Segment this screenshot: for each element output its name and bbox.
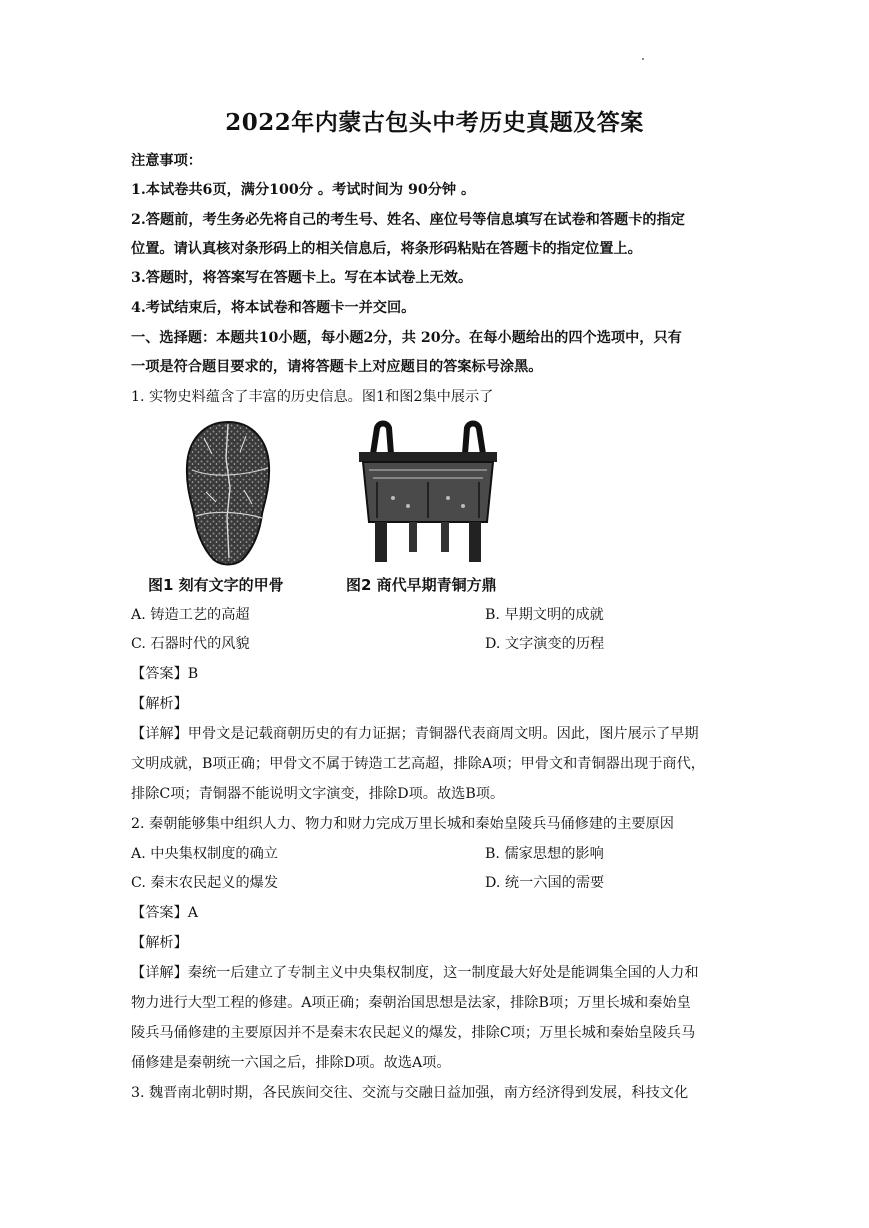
fig2-caption: 图2 商代早期青铜方鼎	[346, 576, 497, 594]
q2-option-a: A. 中央集权制度的确立	[131, 846, 278, 862]
q2-stem: 2. 秦朝能够集中组织人力、物力和财力完成万里长城和秦始皇陵兵马俑修建的主要原因	[131, 816, 674, 832]
bronze-ding-image	[353, 418, 503, 566]
q1-answer: 【答案】B	[131, 666, 199, 682]
q1-analysis-label: 【解析】	[131, 696, 188, 712]
section1-heading-cont: 一项是符合题目要求的，请将答题卡上对应题目的答案标号涂黑。	[131, 359, 543, 375]
q1-detail-3: 排除C项；青铜器不能说明文字演变，排除D项。故选B项。	[131, 786, 505, 802]
section1-heading: 一、选择题：本题共10小题，每小题2分，共 20分。在每小题给出的四个选项中，只有	[131, 330, 682, 346]
page-title: 2022年内蒙古包头中考历史真题及答案	[225, 109, 644, 136]
q1-option-c: C. 石器时代的风貌	[131, 636, 250, 652]
notice-heading: 注意事项：	[131, 153, 202, 169]
q1-option-d: D. 文字演变的历程	[485, 636, 605, 652]
page-dot	[642, 58, 644, 60]
q1-option-a: A. 铸造工艺的高超	[131, 607, 250, 623]
notice-item-4: 4.考试结束后，将本试卷和答题卡一并交回。	[131, 300, 416, 316]
q2-option-d: D. 统一六国的需要	[485, 875, 605, 891]
notice-item-3: 3.答题时，将答案写在答题卡上。写在本试卷上无效。	[131, 270, 473, 286]
q2-detail-3: 陵兵马俑修建的主要原因并不是秦末农民起义的爆发，排除C项；万里长城和秦始皇陵兵马	[131, 1025, 696, 1041]
q2-option-b: B. 儒家思想的影响	[485, 846, 604, 862]
q2-analysis-label: 【解析】	[131, 935, 188, 951]
q2-detail-1: 【详解】秦统一后建立了专制主义中央集权制度，这一制度最大好处是能调集全国的人力和	[131, 965, 699, 981]
q1-option-b: B. 早期文明的成就	[485, 607, 604, 623]
q2-option-c: C. 秦末农民起义的爆发	[131, 875, 279, 891]
q1-stem: 1. 实物史料蕴含了丰富的历史信息。图1和图2集中展示了	[131, 389, 494, 405]
q3-stem: 3. 魏晋南北朝时期，各民族间交往、交流与交融日益加强，南方经济得到发展，科技文化	[131, 1085, 689, 1101]
notice-item-2: 2.答题前，考生务必先将自己的考生号、姓名、座位号等信息填写在试卷和答题卡的指定	[131, 212, 685, 228]
q1-detail-2: 文明成就，B项正确；甲骨文不属于铸造工艺高超，排除A项；甲骨文和青铜器出现于商代，	[131, 756, 705, 772]
fig1-caption: 图1 刻有文字的甲骨	[148, 576, 284, 594]
q2-detail-2: 物力进行大型工程的修建。A项正确；秦朝治国思想是法家，排除B项；万里长城和秦始皇	[131, 995, 691, 1011]
notice-item-1: 1.本试卷共6页，满分100分 。考试时间为 90分钟 。	[131, 182, 476, 198]
q2-detail-4: 俑修建是秦朝统一六国之后，排除D项。故选A项。	[131, 1055, 451, 1071]
q2-answer: 【答案】A	[131, 905, 198, 921]
notice-item-2-cont: 位置。请认真核对条形码上的相关信息后，将条形码粘贴在答题卡的指定位置上。	[131, 241, 642, 257]
oracle-bone-image	[182, 418, 274, 566]
q1-figures	[148, 418, 548, 596]
q1-detail-1: 【详解】甲骨文是记载商朝历史的有力证据；青铜器代表商周文明。因此，图片展示了早期	[131, 726, 699, 742]
